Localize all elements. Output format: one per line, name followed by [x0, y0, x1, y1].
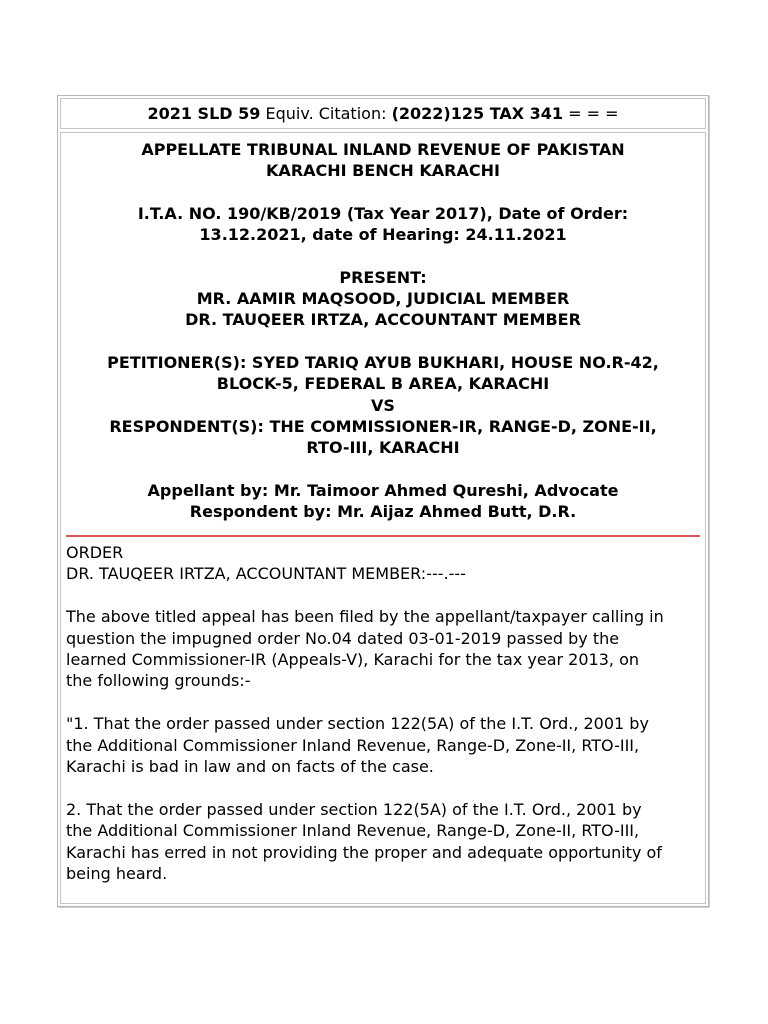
citation-suffix: = = = — [568, 104, 619, 123]
petitioner-address: BLOCK-5, FEDERAL B AREA, KARACHI — [216, 374, 550, 394]
ground-line: Karachi has erred in not providing the proper and adequate opportunity of — [66, 842, 662, 862]
ground-line: "1. That the order passed under section 122(5A) of the I.T. Ord., 2001 by — [66, 714, 649, 734]
versus: VS — [371, 395, 395, 415]
ground-line: the Additional Commissioner Inland Revenue, Range-D, Zone-II, RTO-III, — [66, 735, 640, 755]
case-dates: 13.12.2021, date of Hearing: 24.11.2021 — [199, 225, 567, 245]
order-body — [66, 542, 697, 884]
citation-equiv-label: Equiv. Citation: — [265, 104, 387, 123]
header-separator — [66, 535, 700, 537]
judgment-content — [60, 132, 706, 904]
appellant-counsel: Appellant by: Mr. Taimoor Ahmed Qureshi, Advocate — [147, 480, 619, 500]
petitioner: PETITIONER(S): SYED TARIQ AYUB BUKHARI, HOUSE NO.R-42, — [107, 352, 659, 372]
bench-member: MR. AAMIR MAQSOOD, JUDICIAL MEMBER — [196, 289, 570, 309]
ground-line: being heard. — [66, 864, 168, 884]
court-bench: KARACHI BENCH KARACHI — [266, 161, 500, 181]
court-name: APPELLATE TRIBUNAL INLAND REVENUE OF PAKISTAN — [141, 140, 625, 159]
respondent-counsel: Respondent by: Mr. Aijaz Ahmed Butt, D.R. — [189, 502, 577, 522]
order-author: DR. TAUQEER IRTZA, ACCOUNTANT MEMBER:---.--- — [66, 564, 466, 584]
case-number: I.T.A. NO. 190/KB/2019 (Tax Year 2017), Date of Order: — [137, 203, 629, 223]
case-header — [61, 133, 705, 523]
ground-line: 2. That the order passed under section 122(5A) of the I.T. Ord., 2001 by — [66, 799, 642, 819]
citation-bar — [60, 98, 706, 129]
paragraph-line: question the impugned order No.04 dated 03-01-2019 passed by the — [66, 628, 620, 648]
citation-primary: 2021 SLD 59 — [147, 104, 261, 123]
ground-line: Karachi is bad in law and on facts of the case. — [66, 757, 434, 777]
paragraph-line: learned Commissioner-IR (Appeals-V), Karachi for the tax year 2013, on — [66, 650, 639, 670]
document-frame — [57, 95, 709, 907]
respondent-address: RTO-III, KARACHI — [306, 438, 460, 458]
citation-equiv-value: (2022)125 TAX 341 — [391, 104, 564, 123]
paragraph-line: The above titled appeal has been filed by the appellant/taxpayer calling in — [66, 607, 664, 627]
present-label: PRESENT: — [339, 267, 427, 287]
paragraph-line: the following grounds:- — [66, 671, 251, 691]
order-label: ORDER — [66, 543, 124, 562]
bench-member: DR. TAUQEER IRTZA, ACCOUNTANT MEMBER — [185, 310, 581, 330]
respondent: RESPONDENT(S): THE COMMISSIONER-IR, RANGE-D, ZONE-II, — [109, 417, 657, 437]
ground-line: the Additional Commissioner Inland Revenue, Range-D, Zone-II, RTO-III, — [66, 821, 640, 841]
